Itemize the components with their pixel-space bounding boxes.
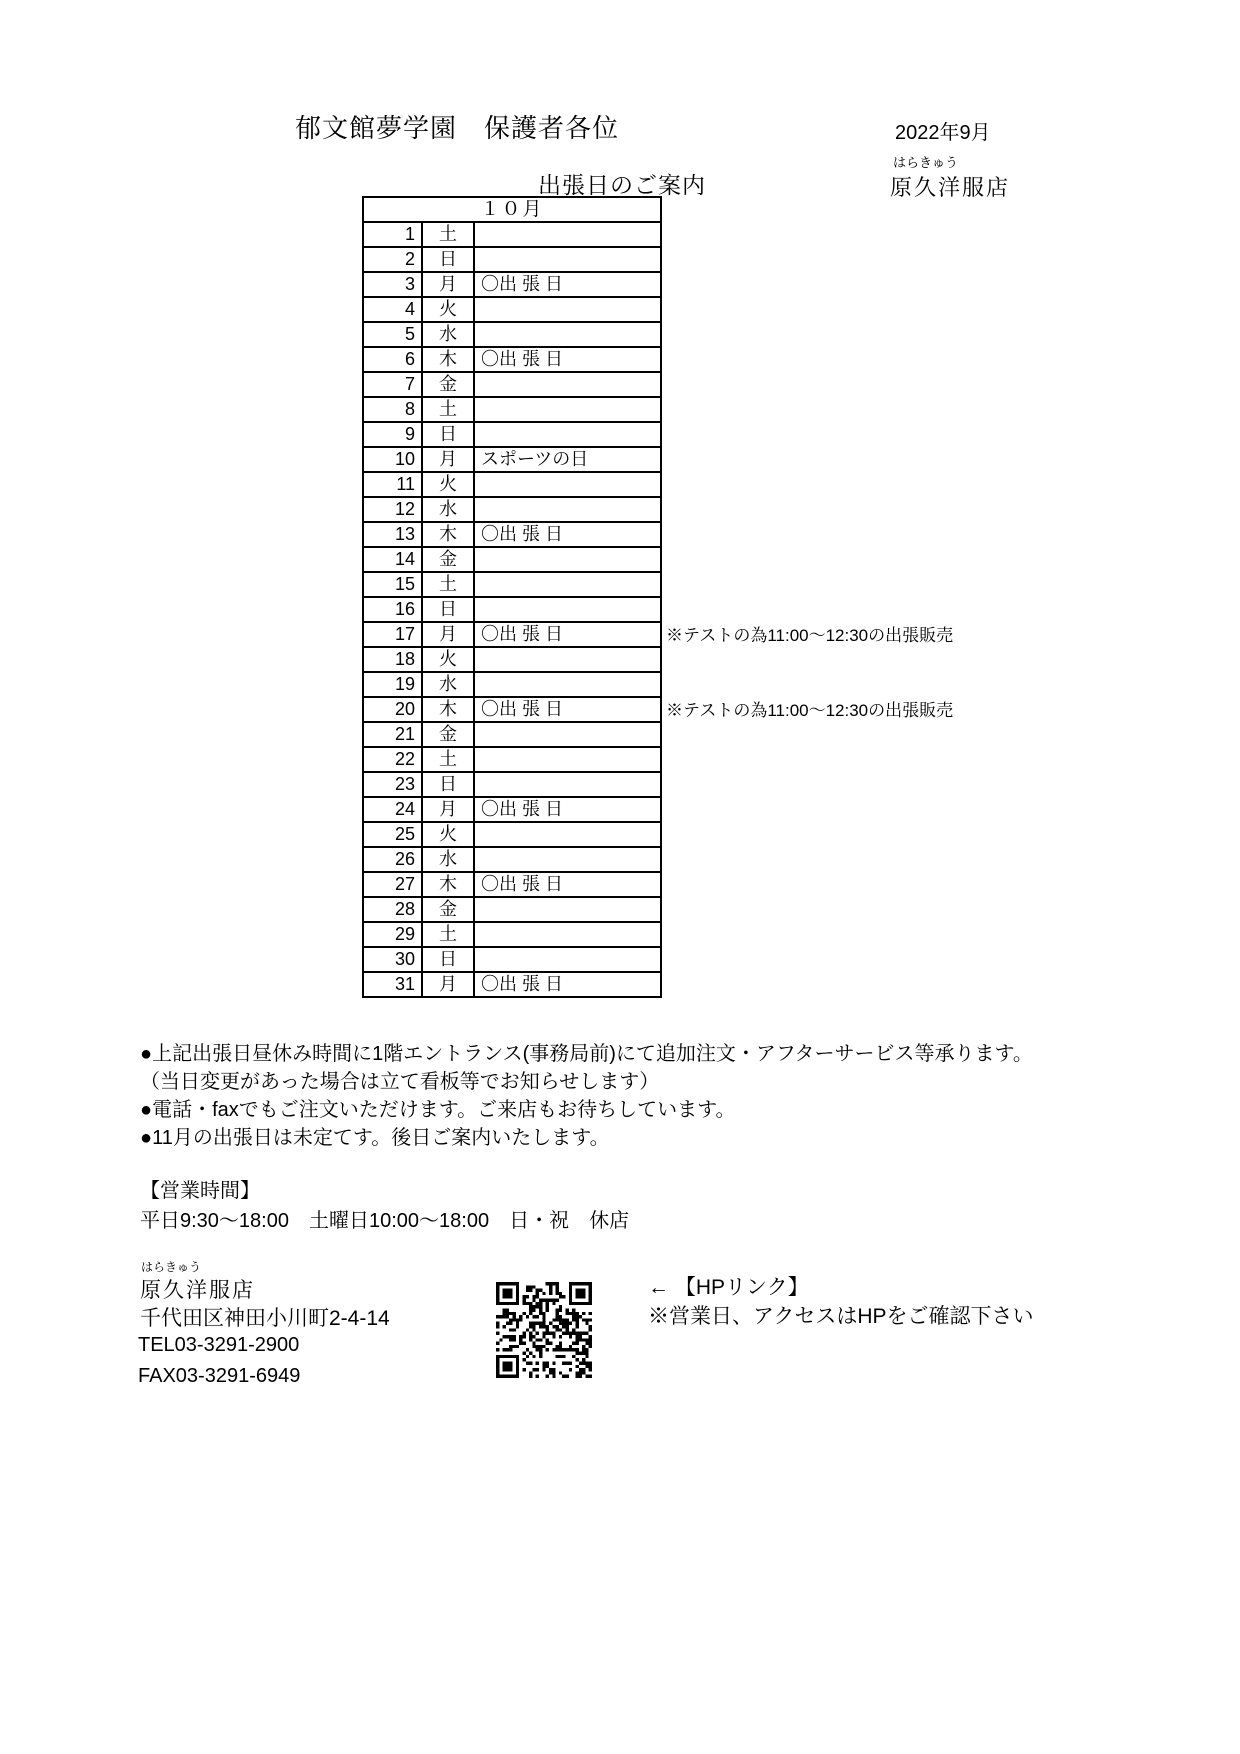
weekday-cell: 水 bbox=[423, 498, 475, 521]
calendar-row bbox=[364, 873, 660, 898]
calendar-row bbox=[364, 898, 660, 923]
calendar-row bbox=[364, 448, 660, 473]
calendar-row bbox=[364, 248, 660, 273]
weekday-cell: 月 bbox=[423, 973, 475, 996]
note-line: ●電話・faxでもご注文いただけます。ご来店もお待ちしています。 bbox=[140, 1099, 736, 1121]
day-note-cell bbox=[475, 823, 660, 846]
shop-address: 千代田区神田小川町2-4-14 bbox=[140, 1307, 390, 1330]
day-number-cell: 25 bbox=[364, 823, 423, 846]
day-number-cell: 30 bbox=[364, 948, 423, 971]
weekday-cell: 日 bbox=[423, 423, 475, 446]
day-note-cell bbox=[475, 773, 660, 796]
calendar-row bbox=[364, 373, 660, 398]
day-number-cell: 13 bbox=[364, 523, 423, 546]
day-number-cell: 6 bbox=[364, 348, 423, 371]
calendar-row bbox=[364, 273, 660, 298]
shop-furigana-footer: はらきゅう bbox=[141, 1260, 202, 1274]
note-line: （当日変更があった場合は立て看板等でお知らせします） bbox=[140, 1071, 660, 1093]
weekday-cell: 日 bbox=[423, 773, 475, 796]
weekday-cell: 金 bbox=[423, 723, 475, 746]
day-note-cell bbox=[475, 498, 660, 521]
calendar-row bbox=[364, 623, 954, 648]
day-note-cell bbox=[475, 323, 660, 346]
calendar-row bbox=[364, 798, 660, 823]
calendar-row bbox=[364, 348, 660, 373]
day-note-cell bbox=[475, 848, 660, 871]
shop-tel: TEL03-3291-2900 bbox=[138, 1334, 300, 1356]
day-side-note: ※テストの為11:00～12:30の出張販売 bbox=[666, 626, 954, 645]
day-number-cell: 26 bbox=[364, 848, 423, 871]
weekday-cell: 月 bbox=[423, 448, 475, 471]
weekday-cell: 土 bbox=[423, 923, 475, 946]
shop-furigana-header: はらきゅう bbox=[893, 155, 959, 170]
weekday-cell: 日 bbox=[423, 948, 475, 971]
weekday-cell: 木 bbox=[423, 873, 475, 896]
weekday-cell: 木 bbox=[423, 523, 475, 546]
day-number-cell: 4 bbox=[364, 298, 423, 321]
day-note-cell: 〇出 張 日 bbox=[481, 349, 564, 369]
day-note-cell: 〇出 張 日 bbox=[481, 974, 564, 994]
issue-date: 2022年9月 bbox=[895, 122, 991, 144]
note-line: ●11月の出張日は未定てす。後日ご案内いたします。 bbox=[140, 1127, 610, 1149]
calendar-row bbox=[364, 673, 660, 698]
day-note-cell bbox=[475, 298, 660, 321]
day-number-cell: 19 bbox=[364, 673, 423, 696]
day-note-cell bbox=[475, 573, 660, 596]
calendar-row bbox=[364, 498, 660, 523]
calendar-row bbox=[364, 298, 660, 323]
day-number-cell: 10 bbox=[364, 448, 423, 471]
day-number-cell: 16 bbox=[364, 598, 423, 621]
day-note-cell bbox=[475, 423, 660, 446]
weekday-cell: 土 bbox=[423, 398, 475, 421]
weekday-cell: 土 bbox=[423, 223, 475, 246]
calendar-month-header: １０月 bbox=[364, 198, 660, 223]
day-number-cell: 22 bbox=[364, 748, 423, 771]
day-note-cell bbox=[475, 898, 660, 921]
day-note-cell: 〇出 張 日 bbox=[481, 699, 564, 719]
weekday-cell: 木 bbox=[423, 698, 475, 721]
day-number-cell: 5 bbox=[364, 323, 423, 346]
weekday-cell: 火 bbox=[423, 473, 475, 496]
calendar-row bbox=[364, 398, 660, 423]
shop-fax: FAX03-3291-6949 bbox=[138, 1365, 301, 1387]
weekday-cell: 月 bbox=[423, 623, 475, 646]
calendar-row bbox=[364, 773, 660, 798]
weekday-cell: 土 bbox=[423, 748, 475, 771]
weekday-cell: 金 bbox=[423, 548, 475, 571]
day-note-cell bbox=[475, 948, 660, 971]
day-note-cell: 〇出 張 日 bbox=[481, 524, 564, 544]
weekday-cell: 水 bbox=[423, 848, 475, 871]
day-number-cell: 12 bbox=[364, 498, 423, 521]
weekday-cell: 月 bbox=[423, 273, 475, 296]
calendar-row bbox=[364, 323, 660, 348]
business-hours-heading: 【営業時間】 bbox=[140, 1180, 260, 1202]
day-number-cell: 7 bbox=[364, 373, 423, 396]
calendar-row bbox=[364, 748, 660, 773]
hp-link-label: ← 【HPリンク】 bbox=[648, 1276, 809, 1299]
day-note-cell bbox=[475, 223, 660, 246]
day-number-cell: 20 bbox=[364, 698, 423, 721]
calendar-row bbox=[364, 223, 660, 248]
day-note-cell bbox=[475, 373, 660, 396]
notes-block bbox=[140, 1040, 1033, 1152]
day-note-cell bbox=[475, 248, 660, 271]
shop-name-header: 原久洋服店 bbox=[890, 175, 1011, 200]
note-line: ●上記出張日昼休み時間に1階エントランス(事務局前)にて追加注文・アフターサービス等承ります。 bbox=[140, 1043, 1033, 1065]
day-note-cell: 〇出 張 日 bbox=[481, 274, 564, 294]
day-number-cell: 31 bbox=[364, 973, 423, 996]
calendar-row bbox=[364, 423, 660, 448]
weekday-cell: 火 bbox=[423, 298, 475, 321]
calendar-row bbox=[364, 848, 660, 873]
day-number-cell: 21 bbox=[364, 723, 423, 746]
day-number-cell: 2 bbox=[364, 248, 423, 271]
business-hours-line: 平日9:30～18:00 土曜日10:00～18:00 日・祝 休店 bbox=[140, 1210, 630, 1232]
day-number-cell: 23 bbox=[364, 773, 423, 796]
day-note-cell bbox=[475, 548, 660, 571]
day-number-cell: 11 bbox=[364, 473, 423, 496]
weekday-cell: 水 bbox=[423, 323, 475, 346]
shop-name-footer: 原久洋服店 bbox=[140, 1279, 255, 1302]
calendar-row bbox=[364, 823, 660, 848]
calendar-row bbox=[364, 923, 660, 948]
day-note-cell bbox=[475, 398, 660, 421]
weekday-cell: 火 bbox=[423, 648, 475, 671]
day-note-cell bbox=[475, 723, 660, 746]
day-number-cell: 24 bbox=[364, 798, 423, 821]
day-side-note: ※テストの為11:00～12:30の出張販売 bbox=[666, 701, 954, 720]
day-note-cell bbox=[475, 748, 660, 771]
calendar-row bbox=[364, 473, 660, 498]
day-number-cell: 29 bbox=[364, 923, 423, 946]
calendar-row bbox=[364, 698, 954, 723]
day-note-cell bbox=[475, 673, 660, 696]
weekday-cell: 月 bbox=[423, 798, 475, 821]
calendar-table bbox=[362, 196, 954, 998]
day-number-cell: 18 bbox=[364, 648, 423, 671]
weekday-cell: 日 bbox=[423, 248, 475, 271]
weekday-cell: 日 bbox=[423, 598, 475, 621]
document-title: 出張日のご案内 bbox=[538, 172, 706, 198]
weekday-cell: 火 bbox=[423, 823, 475, 846]
recipient-line: 郁文館夢学園 保護者各位 bbox=[295, 113, 620, 143]
day-number-cell: 27 bbox=[364, 873, 423, 896]
day-number-cell: 9 bbox=[364, 423, 423, 446]
day-note-cell: スポーツの日 bbox=[481, 449, 589, 469]
day-note-cell bbox=[475, 648, 660, 671]
day-number-cell: 1 bbox=[364, 223, 423, 246]
day-note-cell: 〇出 張 日 bbox=[481, 874, 564, 894]
day-note-cell bbox=[475, 473, 660, 496]
calendar-row bbox=[364, 973, 660, 996]
day-number-cell: 8 bbox=[364, 398, 423, 421]
weekday-cell: 水 bbox=[423, 673, 475, 696]
calendar-row bbox=[364, 573, 660, 598]
calendar-row bbox=[364, 648, 660, 673]
day-number-cell: 14 bbox=[364, 548, 423, 571]
calendar-rows bbox=[364, 223, 954, 996]
day-note-cell: 〇出 張 日 bbox=[481, 624, 564, 644]
weekday-cell: 土 bbox=[423, 573, 475, 596]
day-note-cell bbox=[475, 923, 660, 946]
day-number-cell: 15 bbox=[364, 573, 423, 596]
calendar-row bbox=[364, 723, 660, 748]
weekday-cell: 金 bbox=[423, 373, 475, 396]
day-number-cell: 28 bbox=[364, 898, 423, 921]
day-number-cell: 17 bbox=[364, 623, 423, 646]
calendar-row bbox=[364, 948, 660, 973]
calendar-row bbox=[364, 523, 660, 548]
day-note-cell: 〇出 張 日 bbox=[481, 799, 564, 819]
qr-code-icon bbox=[496, 1282, 592, 1378]
calendar-row bbox=[364, 548, 660, 573]
weekday-cell: 金 bbox=[423, 898, 475, 921]
weekday-cell: 木 bbox=[423, 348, 475, 371]
hp-note: ※営業日、アクセスはHPをご確認下さい bbox=[648, 1305, 1034, 1328]
day-note-cell bbox=[475, 598, 660, 621]
day-number-cell: 3 bbox=[364, 273, 423, 296]
calendar-row bbox=[364, 598, 660, 623]
